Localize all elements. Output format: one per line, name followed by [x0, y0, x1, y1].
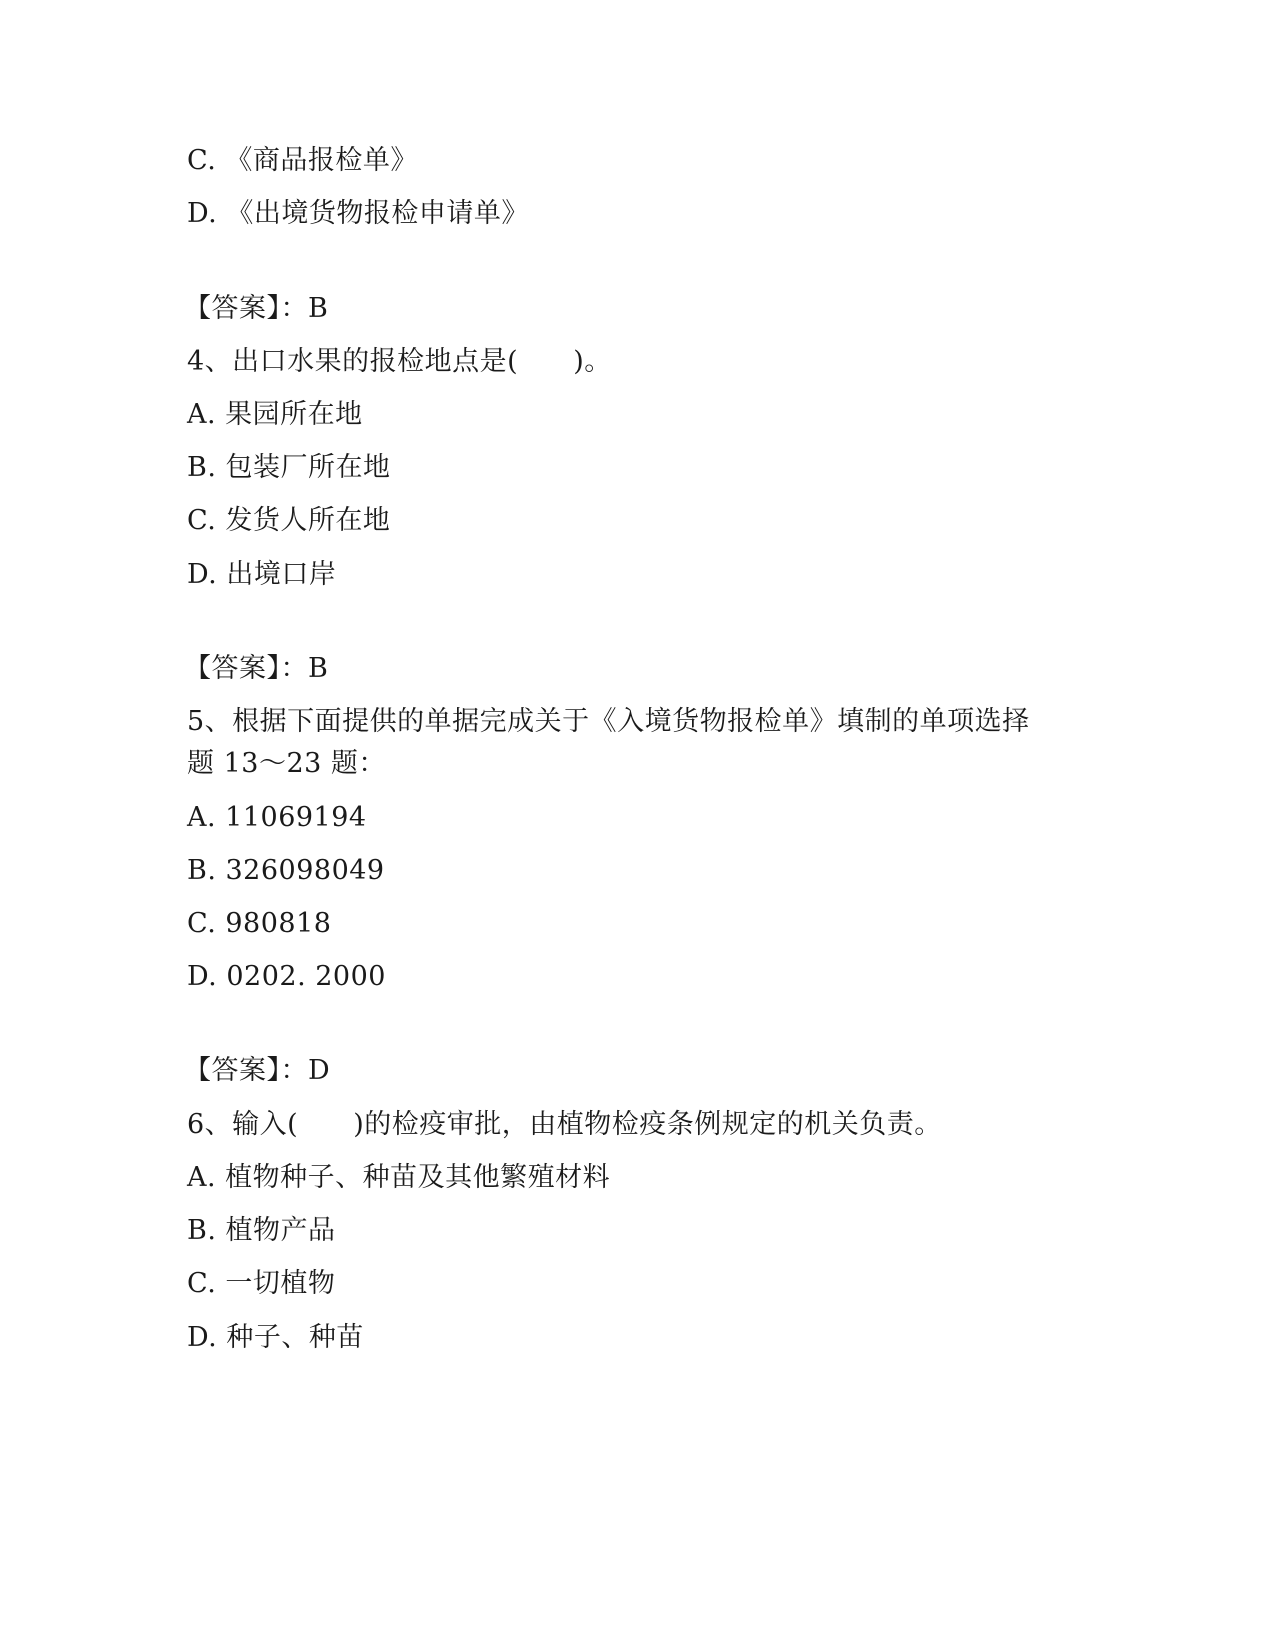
option-d: D. 《出境货物报检申请单》 [187, 198, 529, 229]
question-5-option-c: C. 980818 [187, 908, 332, 939]
option-c: C. 《商品报检单》 [187, 145, 418, 176]
answer-label: 【答案】：B [184, 293, 329, 324]
question-6-option-d: D. 种子、种苗 [187, 1322, 364, 1353]
question-4-option-b: B. 包装厂所在地 [187, 452, 391, 483]
question-5-stem-line-1: 5、根据下面提供的单据完成关于《入境货物报检单》填制的单项选择 [187, 706, 1030, 737]
question-5-option-a: A. 11069194 [187, 802, 367, 833]
question-4-stem: 4、出口水果的报检地点是( )。 [187, 346, 612, 377]
question-6-option-b: B. 植物产品 [187, 1215, 336, 1246]
question-6-option-c: C. 一切植物 [187, 1268, 336, 1299]
question-5-answer: 【答案】：D [184, 1055, 331, 1086]
question-5-option-d: D. 0202. 2000 [187, 961, 386, 992]
question-5-stem-line-2: 题 13～23 题： [187, 748, 386, 779]
question-4-option-c: C. 发货人所在地 [187, 505, 391, 536]
question-4-option-d: D. 出境口岸 [187, 559, 337, 590]
question-4-option-a: A. 果园所在地 [187, 399, 363, 430]
question-4-answer: 【答案】：B [184, 653, 329, 684]
question-5-option-b: B. 326098049 [187, 855, 385, 886]
question-6-option-a: A. 植物种子、种苗及其他繁殖材料 [187, 1162, 611, 1193]
question-6-stem: 6、输入( )的检疫审批，由植物检疫条例规定的机关负责。 [187, 1109, 942, 1140]
